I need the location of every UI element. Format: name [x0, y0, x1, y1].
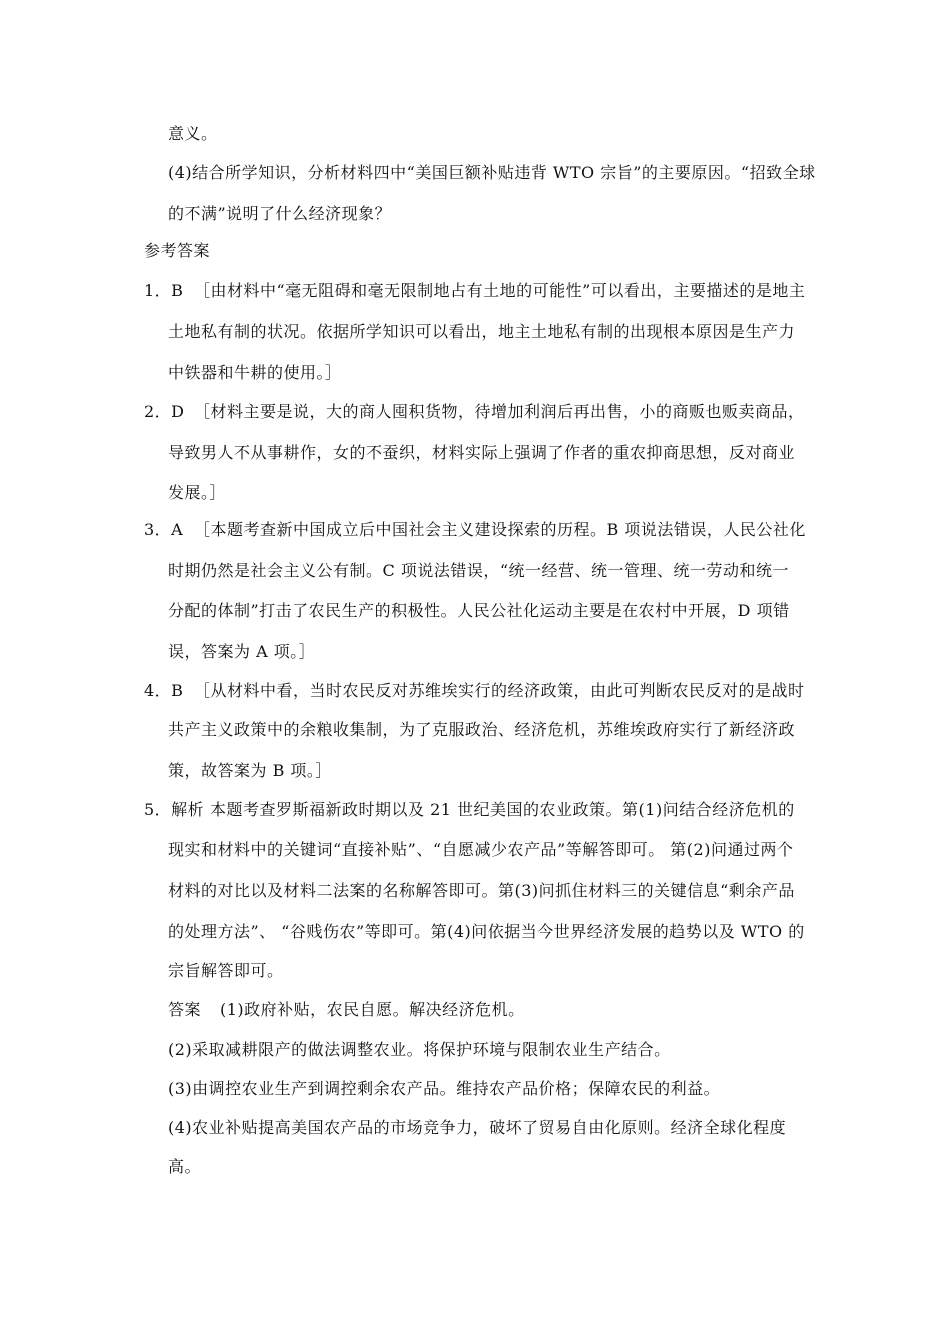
q4-text-line-1: (4)结合所学知识，分析材料四中“美国巨额补贴违背 WTO 宗旨”的主要原因。“招致全球: [168, 163, 816, 182]
answer-2-number: 2．D: [144, 402, 185, 421]
final-answer-line-5: 高。: [168, 1157, 202, 1176]
final-answer-line-4: (4)农业补贴提高美国农产品的市场竞争力，破坏了贸易自由化原则。经济全球化程度: [168, 1118, 787, 1137]
answer-4-line-3: 策，故答案为 B 项。］: [168, 761, 332, 780]
q4-tail-text: 意义。: [168, 124, 218, 143]
answer-5-line-4: 的处理方法”、 “谷贱伤农”等即可。第(4)问依据当今世界经济发展的趋势以及 WTO 的: [168, 922, 805, 941]
final-answer-line-1: (1)政府补贴，农民自愿。解决经济危机。: [220, 1000, 525, 1019]
answer-3-line-1: ［本题考查新中国成立后中国社会主义建设探索的历程。B 项说法错误，人民公社化: [194, 520, 806, 539]
answer-2-line-3: 发展。］: [168, 483, 227, 502]
answer-4-line-1: ［从材料中看，当时农民反对苏维埃实行的经济政策，由此可判断农民反对的是战时: [194, 681, 805, 700]
answer-5-line-3: 材料的对比以及材料二法案的名称解答即可。第(3)问抓住材料三的关键信息“剩余产品: [168, 881, 795, 900]
answer-3-number: 3．A: [144, 520, 184, 539]
answer-4-line-2: 共产主义政策中的余粮收集制，为了克服政治、经济危机，苏维埃政府实行了新经济政: [168, 720, 796, 739]
final-answer-label: 答案: [168, 1000, 202, 1019]
final-answer-line-3: (3)由调控农业生产到调控剩余农产品。维持农产品价格；保障农民的利益。: [168, 1079, 721, 1098]
answer-2-line-2: 导致男人不从事耕作，女的不蚕织，材料实际上强调了作者的重农抑商思想，反对商业: [168, 443, 796, 462]
answer-5-line-2: 现实和材料中的关键词“直接补贴”、“自愿减少农产品”等解答即可。 第(2)问通过两个: [168, 840, 794, 859]
answers-heading: 参考答案: [144, 241, 211, 260]
answer-5-line-1: 本题考查罗斯福新政时期以及 21 世纪美国的农业政策。第(1)问结合经济危机的: [210, 800, 795, 819]
answer-4-number: 4．B: [144, 681, 184, 700]
answer-3-line-2: 时期仍然是社会主义公有制。C 项说法错误，“统一经营、统一管理、统一劳动和统一: [168, 561, 790, 580]
answer-3-line-4: 误，答案为 A 项。］: [168, 642, 316, 661]
final-answer-line-2: (2)采取减耕限产的做法调整农业。将保护环境与限制农业生产结合。: [168, 1040, 671, 1059]
answer-1-line-3: 中铁器和牛耕的使用。］: [168, 363, 342, 382]
answer-5-line-5: 宗旨解答即可。: [168, 961, 284, 980]
q4-text-line-2: 的不满”说明了什么经济现象？: [168, 204, 392, 223]
answer-1-number: 1．B: [144, 281, 184, 300]
answer-5-number: 5．解析: [144, 800, 205, 819]
answer-1-line-1: ［由材料中“毫无阻碍和毫无限制地占有土地的可能性”可以看出，主要描述的是地主: [194, 281, 806, 300]
answer-3-line-3: 分配的体制”打击了农民生产的积极性。人民公社化运动主要是在农村中开展，D 项错: [168, 601, 790, 620]
answer-2-line-1: ［材料主要是说，大的商人囤积货物，待增加利润后再出售，小的商贩也贩卖商品，: [194, 402, 805, 421]
answer-1-line-2: 土地私有制的状况。依据所学知识可以看出，地主土地私有制的出现根本原因是生产力: [168, 322, 796, 341]
